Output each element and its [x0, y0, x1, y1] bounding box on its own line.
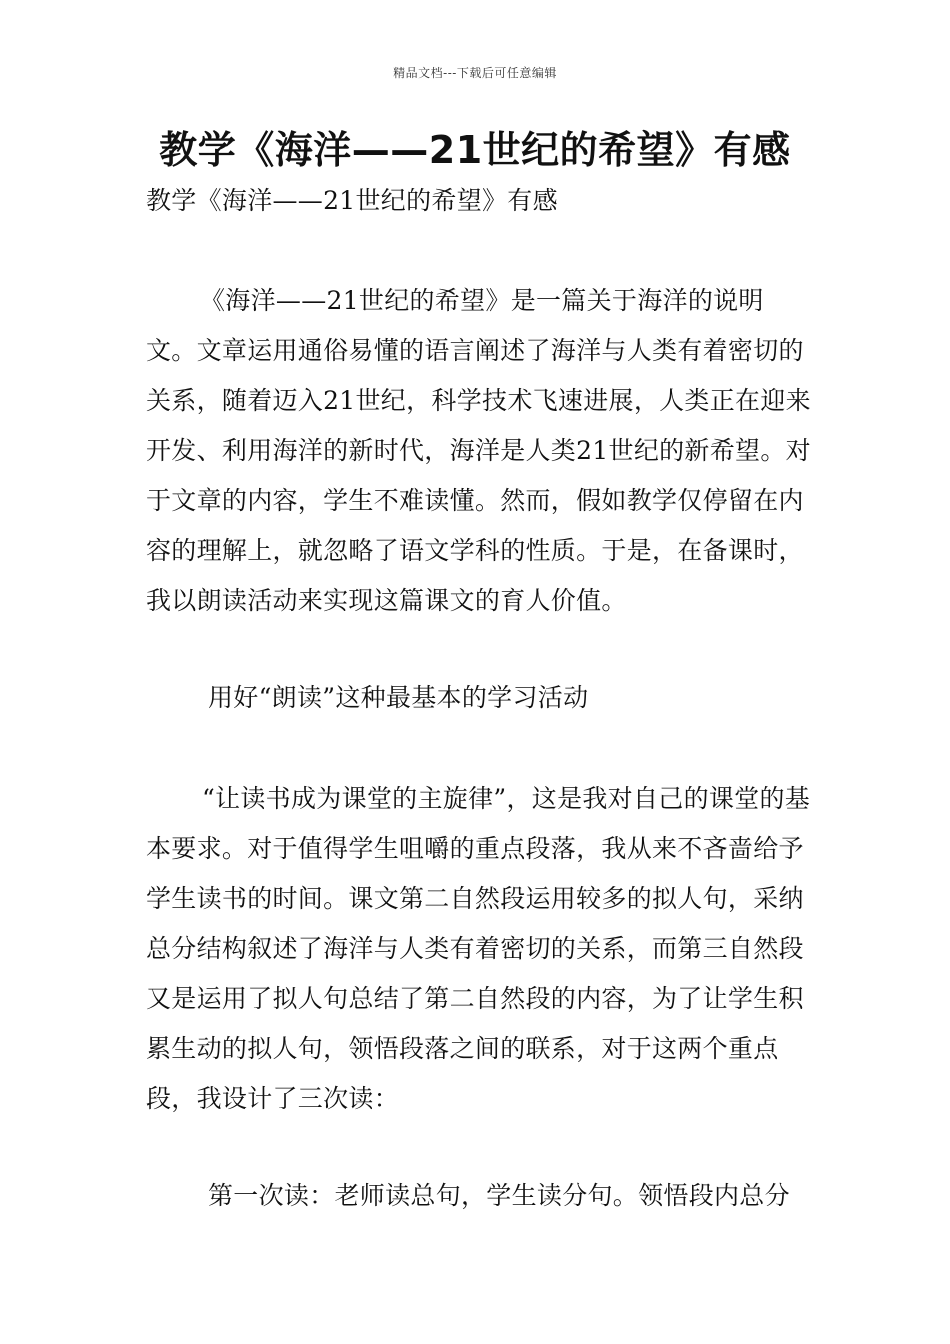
section-heading: 用好“朗读”这种最基本的学习活动 [208, 683, 589, 712]
paragraph-reading: “让读书成为课堂的主旋律”，这是我对自己的课堂的基本要求。对于值得学生咀嚼的重点段落，我从来不吝啬给予学生读书的时间。课文第二自然段运用较多的拟人句，采纳总分结构叙述了海洋与人类有着密切的关系，而第三自然段又是运用了拟人句总结了第二自然段的内容，为了让学生积累生动的拟人句，领悟段落之间的联系，对于这两个重点段，我设计了三次读： [146, 784, 811, 1113]
paragraph-intro: 《海洋——21世纪的希望》是一篇关于海洋的说明文。文章运用通俗易懂的语言阐述了海洋与人类有着密切的关系，随着迈入21世纪，科学技术飞速进展，人类正在迎来开发、利用海洋的新时代，海洋是人类21世纪的新希望。对于文章的内容，学生不难读懂。然而，假如教学仅停留在内容的理解上，就忽略了语文学科的性质。于是，在备课时，我以朗读活动来实现这篇课文的育人价值。 [146, 286, 811, 615]
document-title: 教学《海洋——21世纪的希望》有感 [159, 128, 791, 172]
document-subtitle: 教学《海洋——21世纪的希望》有感 [146, 186, 558, 215]
paragraph-first-reading: 第一次读：老师读总句，学生读分句。领悟段内总分 [208, 1181, 790, 1210]
header-note: 精品文档---下载后可任意编辑 [393, 66, 557, 80]
